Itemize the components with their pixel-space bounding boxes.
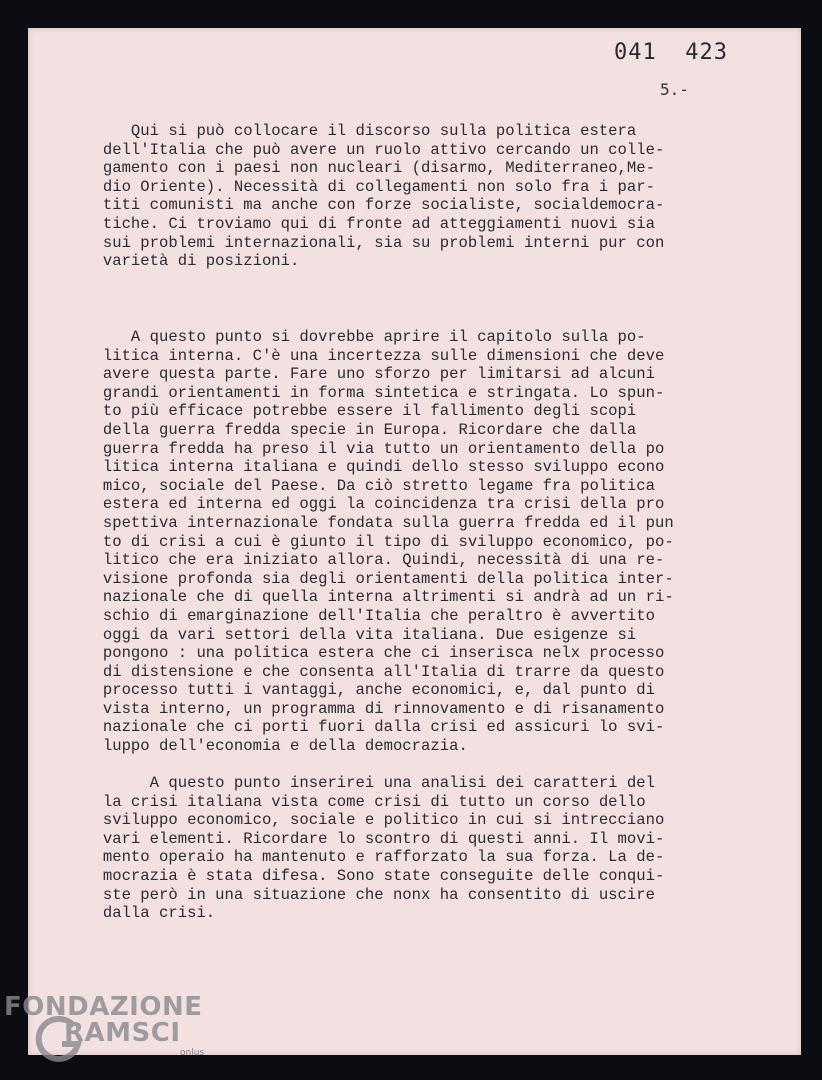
text-line: to più efficace potrebbe essere il fallimento degli scopi (28, 402, 637, 421)
text-line: A questo punto si dovrebbe aprire il capitolo sulla po- (28, 328, 646, 346)
text-line: Qui si può collocare il discorso sulla politica estera (28, 122, 637, 140)
text-line: pongono : una politica estera che ci inserisca nelx processo (28, 644, 665, 663)
text-line: mico, sociale del Paese. Da ciò stretto legame fra politica (28, 476, 655, 495)
text-line: litica interna italiana e quindi dello stesso sviluppo econo (28, 458, 665, 477)
text-line: titi comunisti ma anche con forze socialiste, socialdemocra- (28, 196, 665, 215)
text-line: gamento con i paesi non nucleari (disarmo, Mediterraneo,Me- (28, 159, 655, 178)
text-line: nazionale che ci porti fuori dalla crisi ed assicuri lo svi- (28, 718, 665, 737)
watermark-onlus: onlus (180, 1048, 205, 1058)
paragraph-domestic-policy (28, 328, 801, 756)
text-line: sui problemi internazionali, sia su problemi interni pur con (28, 233, 665, 252)
fondazione-gramsci-watermark (4, 992, 214, 1080)
text-line: visione profonda sia degli orientamenti della politica inter- (28, 569, 674, 588)
text-line: oggi da vari settori della vita italiana. Due esigenze si (28, 625, 637, 644)
text-line: mento operaio ha mantenuto e rafforzato la sua forza. La de- (28, 848, 665, 867)
text-line: della guerra fredda specie in Europa. Ricordare che dalla (28, 420, 637, 439)
text-line: to di crisi a cui è giunto il tipo di sviluppo economico, po- (28, 532, 674, 551)
text-line: grandi orientamenti in forma sintetica e stringata. Lo spun- (28, 383, 665, 402)
watermark-line1: FONDAZIONE (4, 992, 203, 1022)
text-line: litico che era iniziato allora. Quindi, necessità di una re- (28, 551, 665, 570)
text-line: la crisi italiana vista come crisi di tutto un corso dello (28, 792, 646, 811)
text-line: ste però in una situazione che nonx ha consentito di uscire (28, 885, 655, 904)
text-line: nazionale che di quella interna altrimenti si andrà ad un ri- (28, 588, 674, 607)
text-line: mocrazia è stata difesa. Sono state conseguite delle conqui- (28, 866, 665, 885)
page-number: 5.- (660, 80, 689, 99)
watermark-line2: RAMSCI (64, 1018, 181, 1048)
text-line: avere questa parte. Fare uno sforzo per limitarsi ad alcuni (28, 365, 655, 384)
text-line: A questo punto inserirei una analisi dei caratteri del (28, 774, 655, 792)
text-line: spettiva internazionale fondata sulla guerra fredda ed il pun (28, 513, 674, 532)
text-line: litica interna. C'è una incertezza sulle dimensioni che deve (28, 346, 665, 365)
text-line: estera ed interna ed oggi la coincidenza tra crisi della pro (28, 495, 665, 514)
text-line: varietà di posizioni. (28, 252, 300, 271)
text-line: tiche. Ci troviamo qui di fronte ad atteggiamenti nuovi sia (28, 214, 655, 233)
text-line: sviluppo economico, sociale e politico in cui si intrecciano (28, 811, 665, 830)
text-line: schio di emarginazione dell'Italia che peraltro è avvertito (28, 606, 655, 625)
text-line: vista interno, un programma di rinnovamento e di risanamento (28, 699, 665, 718)
document-page (28, 28, 801, 1055)
text-line: guerra fredda ha preso il via tutto un orientamento della po (28, 439, 665, 458)
text-line: dell'Italia che può avere un ruolo attivo cercando un colle- (28, 140, 665, 159)
text-line: dalla crisi. (28, 904, 216, 923)
text-line: vari elementi. Ricordare lo scontro di questi anni. Il movi- (28, 829, 665, 848)
archive-number: 041 423 (614, 40, 728, 65)
paragraph-foreign-policy (28, 122, 801, 271)
text-line: processo tutti i vantaggi, anche economici, e, dal punto di (28, 681, 655, 700)
text-line: dio Oriente). Necessità di collegamenti non solo fra i par- (28, 177, 655, 196)
text-line: di distensione e che consenta all'Italia di trarre da questo (28, 662, 665, 681)
text-line: luppo dell'economia e della democrazia. (28, 737, 468, 756)
paragraph-italian-crisis (28, 774, 801, 923)
